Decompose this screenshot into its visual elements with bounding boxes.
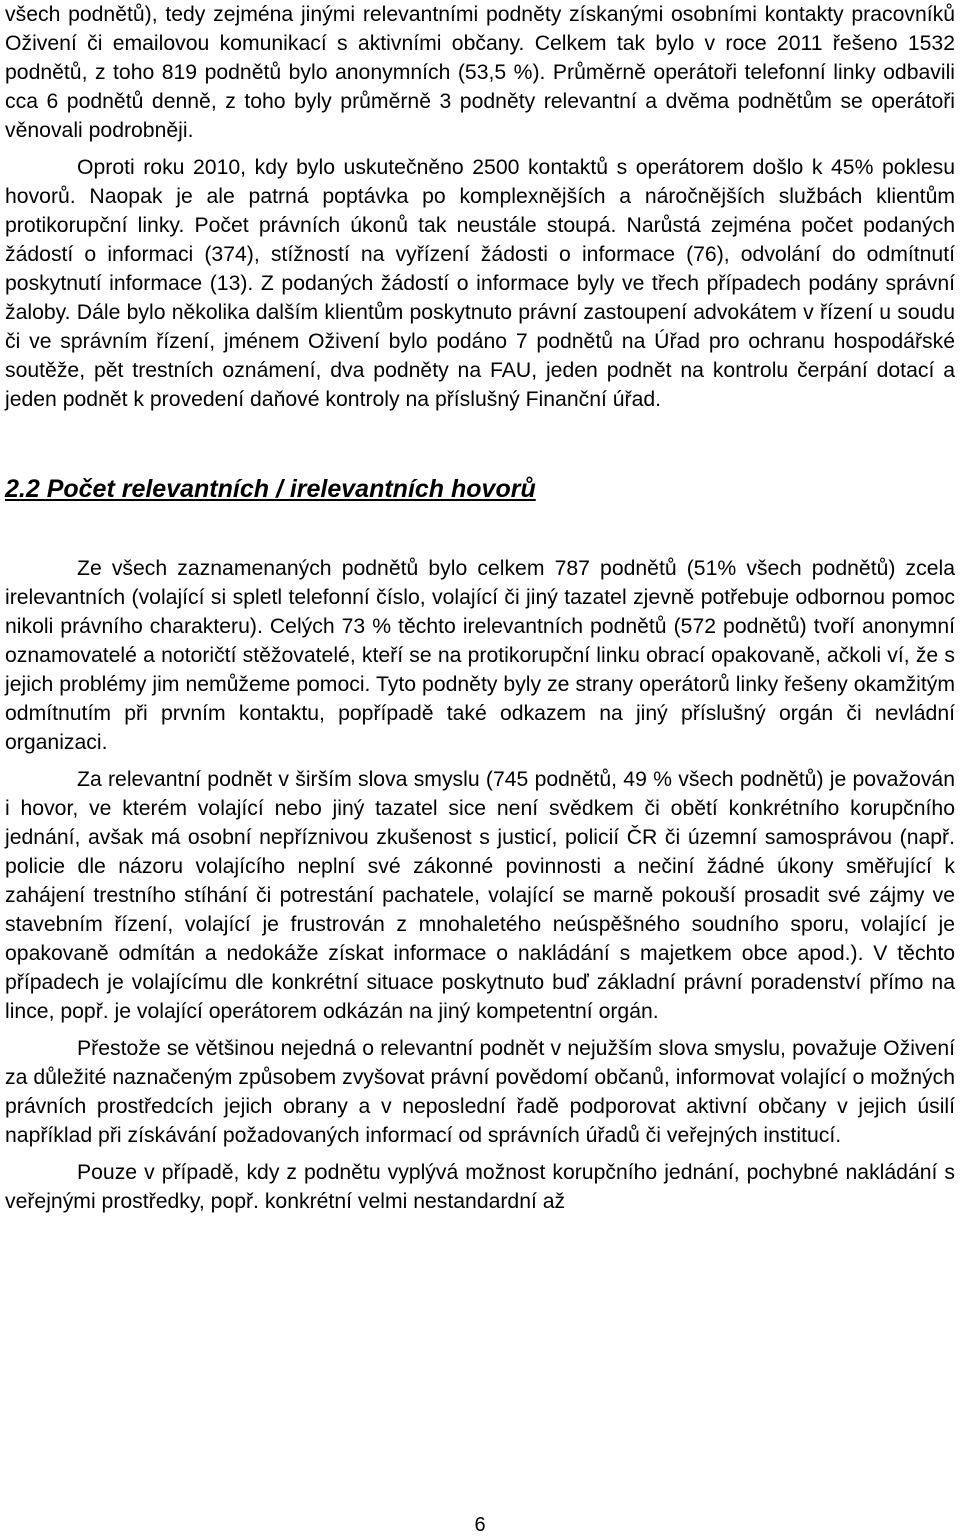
document-page bbox=[5, 0, 955, 1216]
paragraph-irrelevant-calls: Ze všech zaznamenaných podnětů bylo celkem 787 podnětů (51% všech podnětů) zcela irelevantních (volající si spletl telefonní číslo, volající či jiný tazatel zjevně potřebuje odbornou pomoc nikoli právního charakteru). Celých 73 % těchto irelevantních podnětů (572 podnětů) tvoří anonymní oznamovatelé a notoričtí stěžovatelé, kteří se na protikorupční linku obrací opakovaně, ačkoli ví, že s jejich problémy jim nemůžeme pomoci. Tyto podněty byly ze strany operátorů linky řešeny okamžitým odmítnutím při prvním kontaktu, popřípadě také odkazem na jiný příslušný orgán či nevládní organizaci. bbox=[5, 557, 955, 754]
paragraph-corruption-cases: Pouze v případě, kdy z podnětu vyplývá možnost korupčního jednání, pochybné nakládání s veřejnými prostředky, popř. konkrétní velmi nestandardní až bbox=[5, 1161, 955, 1213]
paragraph-2010-comparison: Oproti roku 2010, kdy bylo uskutečněno 2500 kontaktů s operátorem došlo k 45% poklesu hovorů. Naopak je ale patrná poptávka po komplexnějších a náročnějších službách klientům protikorupční linky. Počet právních úkonů tak neustále stoupá. Narůstá zejména počet podaných žádostí o informaci (374), stížností na vyřízení žádosti o informace (76), odvolání do odmítnutí poskytnutí informace (13). Z podaných žádostí o informace byly ve třech případech podány správní žaloby. Dále bylo několika dalším klientům poskytnuto právní zastoupení advokátem v řízení u soudu či ve správním řízení, jménem Oživení bylo podáno 7 podnětů na Úřad pro ochranu hospodářské soutěže, pět trestních oznámení, dva podněty na FAU, jeden podnět na kontrolu čerpání dotací a jeden podnět k provedení daňové kontroly na příslušný Finanční úřad. bbox=[5, 156, 955, 411]
page-number: 6 bbox=[474, 1514, 486, 1536]
paragraph-intro-continuation: všech podnětů), tedy zejména jinými relevantními podněty získanými osobními kontakty pracovníků Oživení či emailovou komunikací s aktivními občany. Celkem tak bylo v roce 2011 řešeno 1532 podnětů, z toho 819 podnětů bylo anonymních (53,5 %). Průměrně operátoři telefonní linky odbavili cca 6 podnětů denně, z toho byly průměrně 3 podněty relevantní a dvěma podnětům se operátoři věnovali podrobněji. bbox=[5, 3, 955, 142]
section-heading: 2.2 Počet relevantních / irelevantních hovorů bbox=[5, 475, 536, 503]
paragraph-legal-awareness: Přestože se většinou nejedná o relevantní podnět v nejužším slova smyslu, považuje Oživení za důležité naznačeným způsobem zvyšovat právní povědomí občanů, informovat volající o možných právních prostředcích jejich obrany a v neposlední řadě podporovat aktivní občany v jejich úsilí například při získávání požadovaných informací od správních úřadů či veřejných institucí. bbox=[5, 1037, 955, 1147]
paragraph-relevant-calls: Za relevantní podnět v širším slova smyslu (745 podnětů, 49 % všech podnětů) je považován i hovor, ve kterém volající nebo jiný tazatel sice není svědkem či obětí konkrétního korupčního jednání, avšak má osobní nepříznivou zkušenost s justicí, policií ČR či územní samosprávou (např. policie dle názoru volajícího neplní své zákonné povinnosti a nečiní žádné úkony směřující k zahájení trestního stíhání či potrestání pachatele, volající se marně pokouší prosadit své zájmy ve stavebním řízení, volající je frustrován z mnohaletého neúspěšného soudního sporu, volající je opakovaně odmítán a nedokáže získat informace o nakládání s majetkem obce apod.). V těchto případech je volajícímu dle konkrétní situace poskytnuto buď základní právní poradenství přímo na lince, popř. je volající operátorem odkázán na jiný kompetentní orgán. bbox=[5, 768, 955, 1023]
